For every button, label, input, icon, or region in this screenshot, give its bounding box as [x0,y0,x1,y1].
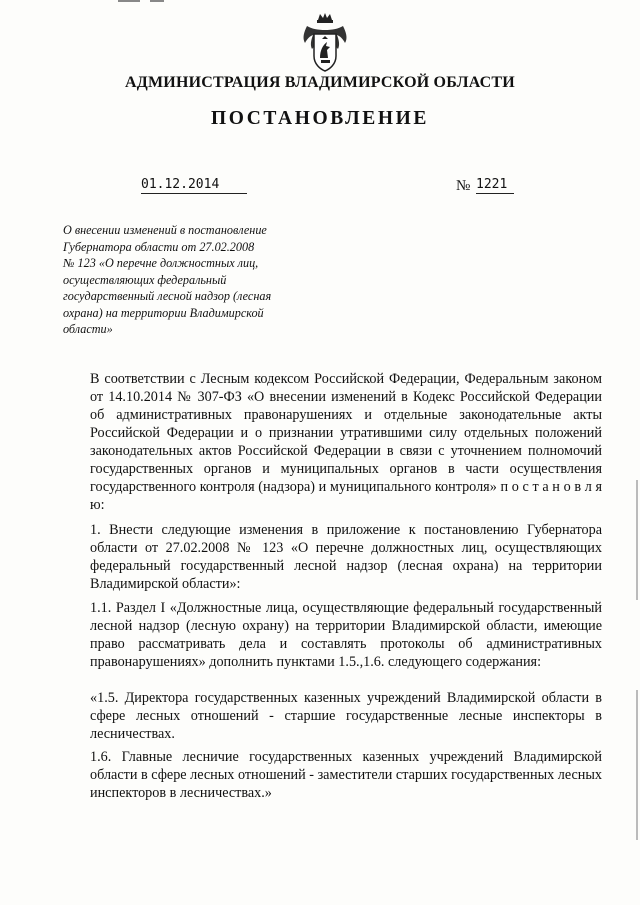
scan-artifact [636,690,638,840]
title-line: Губернатора области от 27.02.2008 [63,239,255,254]
clause-1-6-paragraph: 1.6. Главные лесничие государственных казенных учреждений Владимирской области в сфере лесных отношений - заместители старших государственных лесных инспекторов в лесничествах.» [90,749,602,801]
title-line: О внесении изменений в постановление [63,223,267,237]
title-line: № 123 «О перечне должностных лиц, [63,256,259,270]
title-line: осуществляющих федеральный [63,272,227,287]
coat-of-arms-icon [300,12,350,74]
preamble-paragraph: В соответствии с Лесным кодексом Российской Федерации, Федеральным законом от 14.10.2014 № 307-ФЗ «О внесении изменений в Кодекс Российской Федерации об административных правонарушениях и отдельные законодательные акты Российской Федерации и о признании утратившими силу отдельных положений законодательных актов Российской Федерации в связи с уточнением полномочий государственных органов и муниципальных органов в части осуществления государственного контроля (надзора) и муниципального контроля» п о с т а н о в л я ю: [90,371,602,513]
scan-artifact [118,0,140,2]
title-line: государственный лесной надзор (лесная [63,289,272,303]
document-number: 1221 [476,177,514,194]
title-line: охрана) на территории Владимирской [63,305,264,320]
clause-1-1-paragraph: 1.1. Раздел I «Должностные лица, осуществляющие федеральный государственный лесной надзор (лесную охрану) на территории Владимирской области, имеющие право рассматривать дела и составлять протоколы об административных правонарушениях» дополнить пунктами 1.5.,1.6. следующего содержания: [90,600,602,670]
document-title [63,222,313,338]
title-line: области» [63,322,113,336]
number-sign: № [456,178,471,194]
document-type: ПОСТАНОВЛЕНИЕ [210,108,430,129]
organization-name: АДМИНИСТРАЦИЯ ВЛАДИМИРСКОЙ ОБЛАСТИ [125,74,515,91]
clause-1-5-paragraph: «1.5. Директора государственных казенных учреждений Владимирской области в сфере лесных отношений - старшие государственные лесные инспекторы в лесничествах. [90,690,602,742]
scan-artifact [636,480,638,600]
clause-1-paragraph: 1. Внести следующие изменения в приложение к постановлению Губернатора области от 27.02.2008 № 123 «О перечне должностных лиц, осуществляющих федеральный государственный лесной надзор (лесная охрана) на территории Владимирской области»: [90,522,602,592]
scan-artifact [150,0,164,2]
document-date: 01.12.2014 [141,177,247,194]
